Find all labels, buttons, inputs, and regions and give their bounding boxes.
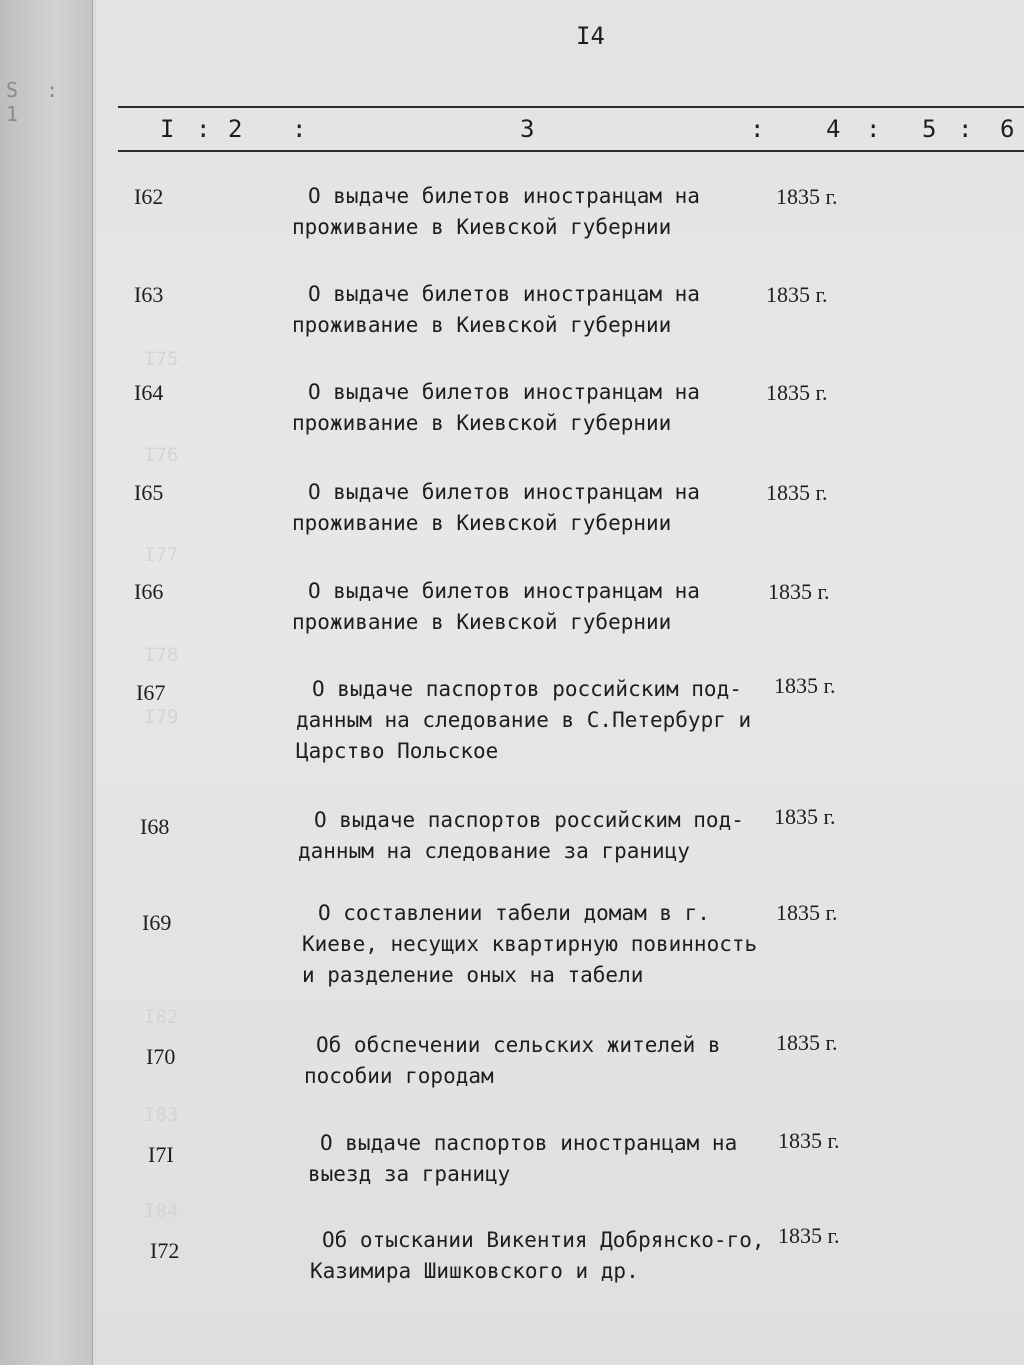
column-separator: : [958,115,973,143]
item-number: I69 [142,910,172,935]
bleed-through: I82 [144,1006,179,1028]
item-title: О выдаче билетов иностранцам на проживание в Киевской губернии [292,184,700,239]
item-year: 1835 г. [776,900,838,925]
bleed-through: I84 [144,1200,179,1222]
item-year: 1835 г. [776,1030,838,1055]
item-number: I63 [134,282,164,307]
bleed-through: I83 [144,1104,179,1126]
item-number: I68 [140,814,170,839]
bleed-through: I77 [144,544,179,566]
item-title: О выдаче билетов иностранцам на проживание в Киевской губернии [292,480,700,535]
item-year: 1835 г. [778,1128,840,1153]
item-year: 1835 г. [778,1223,840,1248]
item-title: О выдаче билетов иностранцам на проживание в Киевской губернии [292,380,700,435]
item-title: О выдаче паспортов иностранцам на выезд за границу [308,1131,738,1186]
item-year: 1835 г. [766,380,828,405]
column-separator: : [196,115,211,143]
item-year: 1835 г. [768,579,830,604]
item-year: 1835 г. [766,480,828,505]
column-header-4: 4 [826,115,841,143]
item-number: I72 [150,1238,180,1263]
item-year: 1835 г. [774,673,836,698]
column-header-6: 6 [1000,115,1015,143]
item-title: О выдаче билетов иностранцам на проживание в Киевской губернии [292,579,700,634]
item-title: Об отыскании Викентия Добрянско-го, Казимира Шишковского и др. [310,1228,765,1283]
item-number: I65 [134,480,164,505]
bleed-through: I76 [144,444,179,466]
item-number: I70 [146,1044,176,1069]
item-year: 1835 г. [766,282,828,307]
column-header-5: 5 [922,115,937,143]
item-title: О составлении табели домам в г. Киеве, несущих квартирную повинность и разделение оных на табели [302,901,758,987]
item-year: 1835 г. [774,804,836,829]
item-number: I66 [134,579,164,604]
item-year: 1835 г. [776,184,838,209]
item-number: I64 [134,380,164,405]
item-number: I7I [148,1142,174,1167]
bleed-through: I78 [144,644,179,666]
column-separator: : [292,115,307,143]
item-number: I62 [134,184,164,209]
page-number: I4 [576,22,605,50]
item-number: I67 [136,680,166,705]
column-header-1: I [160,115,175,143]
item-title: О выдаче паспортов российским под-данным на следование за границу [298,808,744,863]
bleed-through: I75 [144,348,179,370]
column-separator: : [750,115,765,143]
item-title: О выдаче паспортов российским под-данным на следование в С.Петербург и Царство Польское [296,677,752,763]
column-header-3: 3 [520,115,535,143]
column-separator: : [866,115,881,143]
bleed-through: I79 [144,706,179,728]
column-header-2: 2 [228,115,243,143]
spine-mark: S : 1 [6,78,67,126]
item-title: О выдаче билетов иностранцам на проживание в Киевской губернии [292,282,700,337]
item-title: Об обспечении сельских жителей в пособии городам [304,1033,721,1088]
